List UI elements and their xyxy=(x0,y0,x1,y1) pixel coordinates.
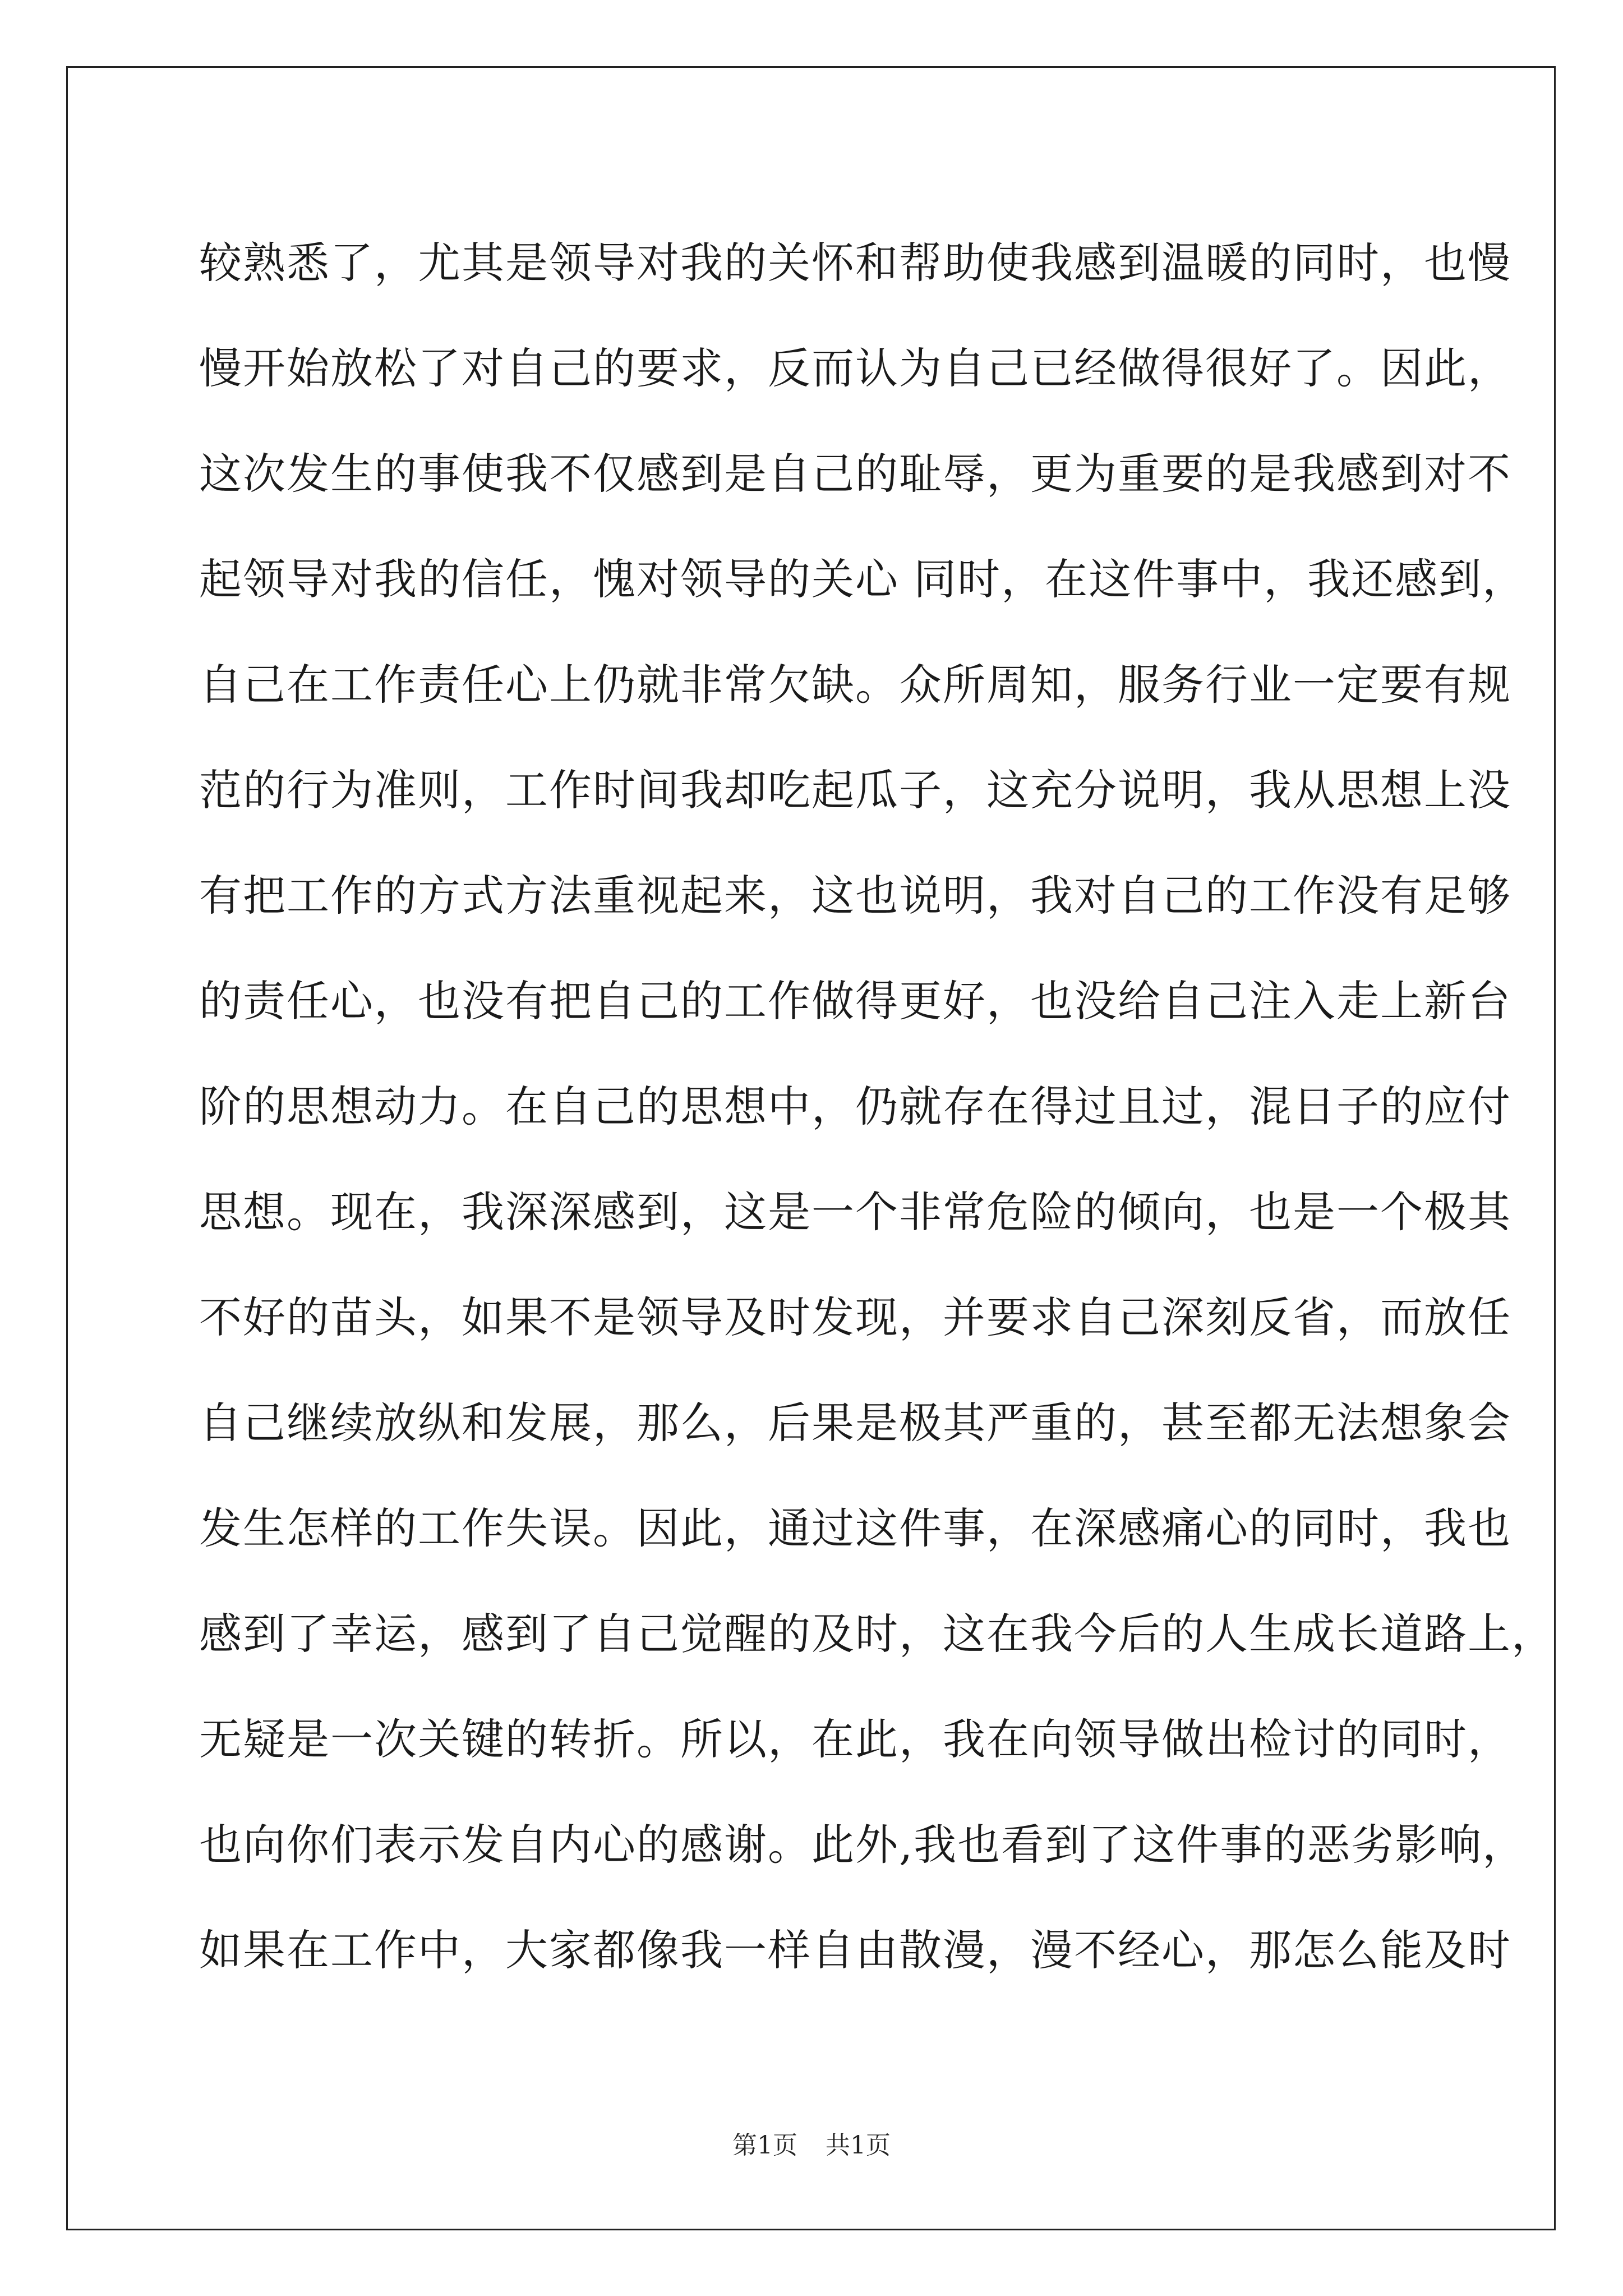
text-line-7: 有把工作的方式方法重视起来，这也说明，我对自己的工作没有足够 xyxy=(199,871,1511,921)
page-number-current: 第1页 xyxy=(732,2131,797,2160)
text-line-8: 的责任心，也没有把自己的工作做得更好，也没给自己注入走上新台 xyxy=(199,976,1511,1026)
text-line-15: 无疑是一次关键的转折。所以，在此，我在向领导做出检讨的同时， xyxy=(199,1714,1511,1764)
page-number-total: 共1页 xyxy=(826,2131,891,2160)
page-footer xyxy=(0,2129,1623,2162)
text-line-6: 范的行为准则，工作时间我却吃起瓜子，这充分说明，我从思想上没 xyxy=(199,765,1511,815)
text-line-11: 不好的苗头，如果不是领导及时发现，并要求自己深刻反省，而放任 xyxy=(199,1292,1511,1342)
text-line-1: 较熟悉了，尤其是领导对我的关怀和帮助使我感到温暖的同时，也慢 xyxy=(199,238,1511,288)
text-line-13: 发生怎样的工作失误。因此，通过这件事，在深感痛心的同时，我也 xyxy=(199,1503,1511,1553)
text-line-9: 阶的思想动力。在自己的思想中，仍就存在得过且过，混日子的应付 xyxy=(199,1082,1511,1131)
text-line-5: 自己在工作责任心上仍就非常欠缺。众所周知，服务行业一定要有规 xyxy=(199,660,1511,710)
text-line-12: 自己继续放纵和发展，那么，后果是极其严重的，甚至都无法想象会 xyxy=(199,1398,1511,1448)
text-line-16: 也向你们表示发自内心的感谢。此外,我也看到了这件事的恶劣影响， xyxy=(199,1820,1527,1870)
text-line-3: 这次发生的事使我不仅感到是自己的耻辱，更为重要的是我感到对不 xyxy=(199,449,1511,499)
document-body xyxy=(199,210,1555,2003)
text-line-14: 感到了幸运，感到了自己觉醒的及时，这在我今后的人生成长道路上， xyxy=(199,1609,1555,1659)
text-line-10: 思想。现在，我深深感到，这是一个非常危险的倾向，也是一个极其 xyxy=(199,1187,1511,1237)
text-line-17: 如果在工作中，大家都像我一样自由散漫，漫不经心，那怎么能及时 xyxy=(199,1925,1511,1975)
text-line-4: 起领导对我的信任，愧对领导的关心 同时，在这件事中，我还感到， xyxy=(199,554,1527,604)
text-line-2: 慢开始放松了对自己的要求，反而认为自己已经做得很好了。因此， xyxy=(199,343,1511,393)
